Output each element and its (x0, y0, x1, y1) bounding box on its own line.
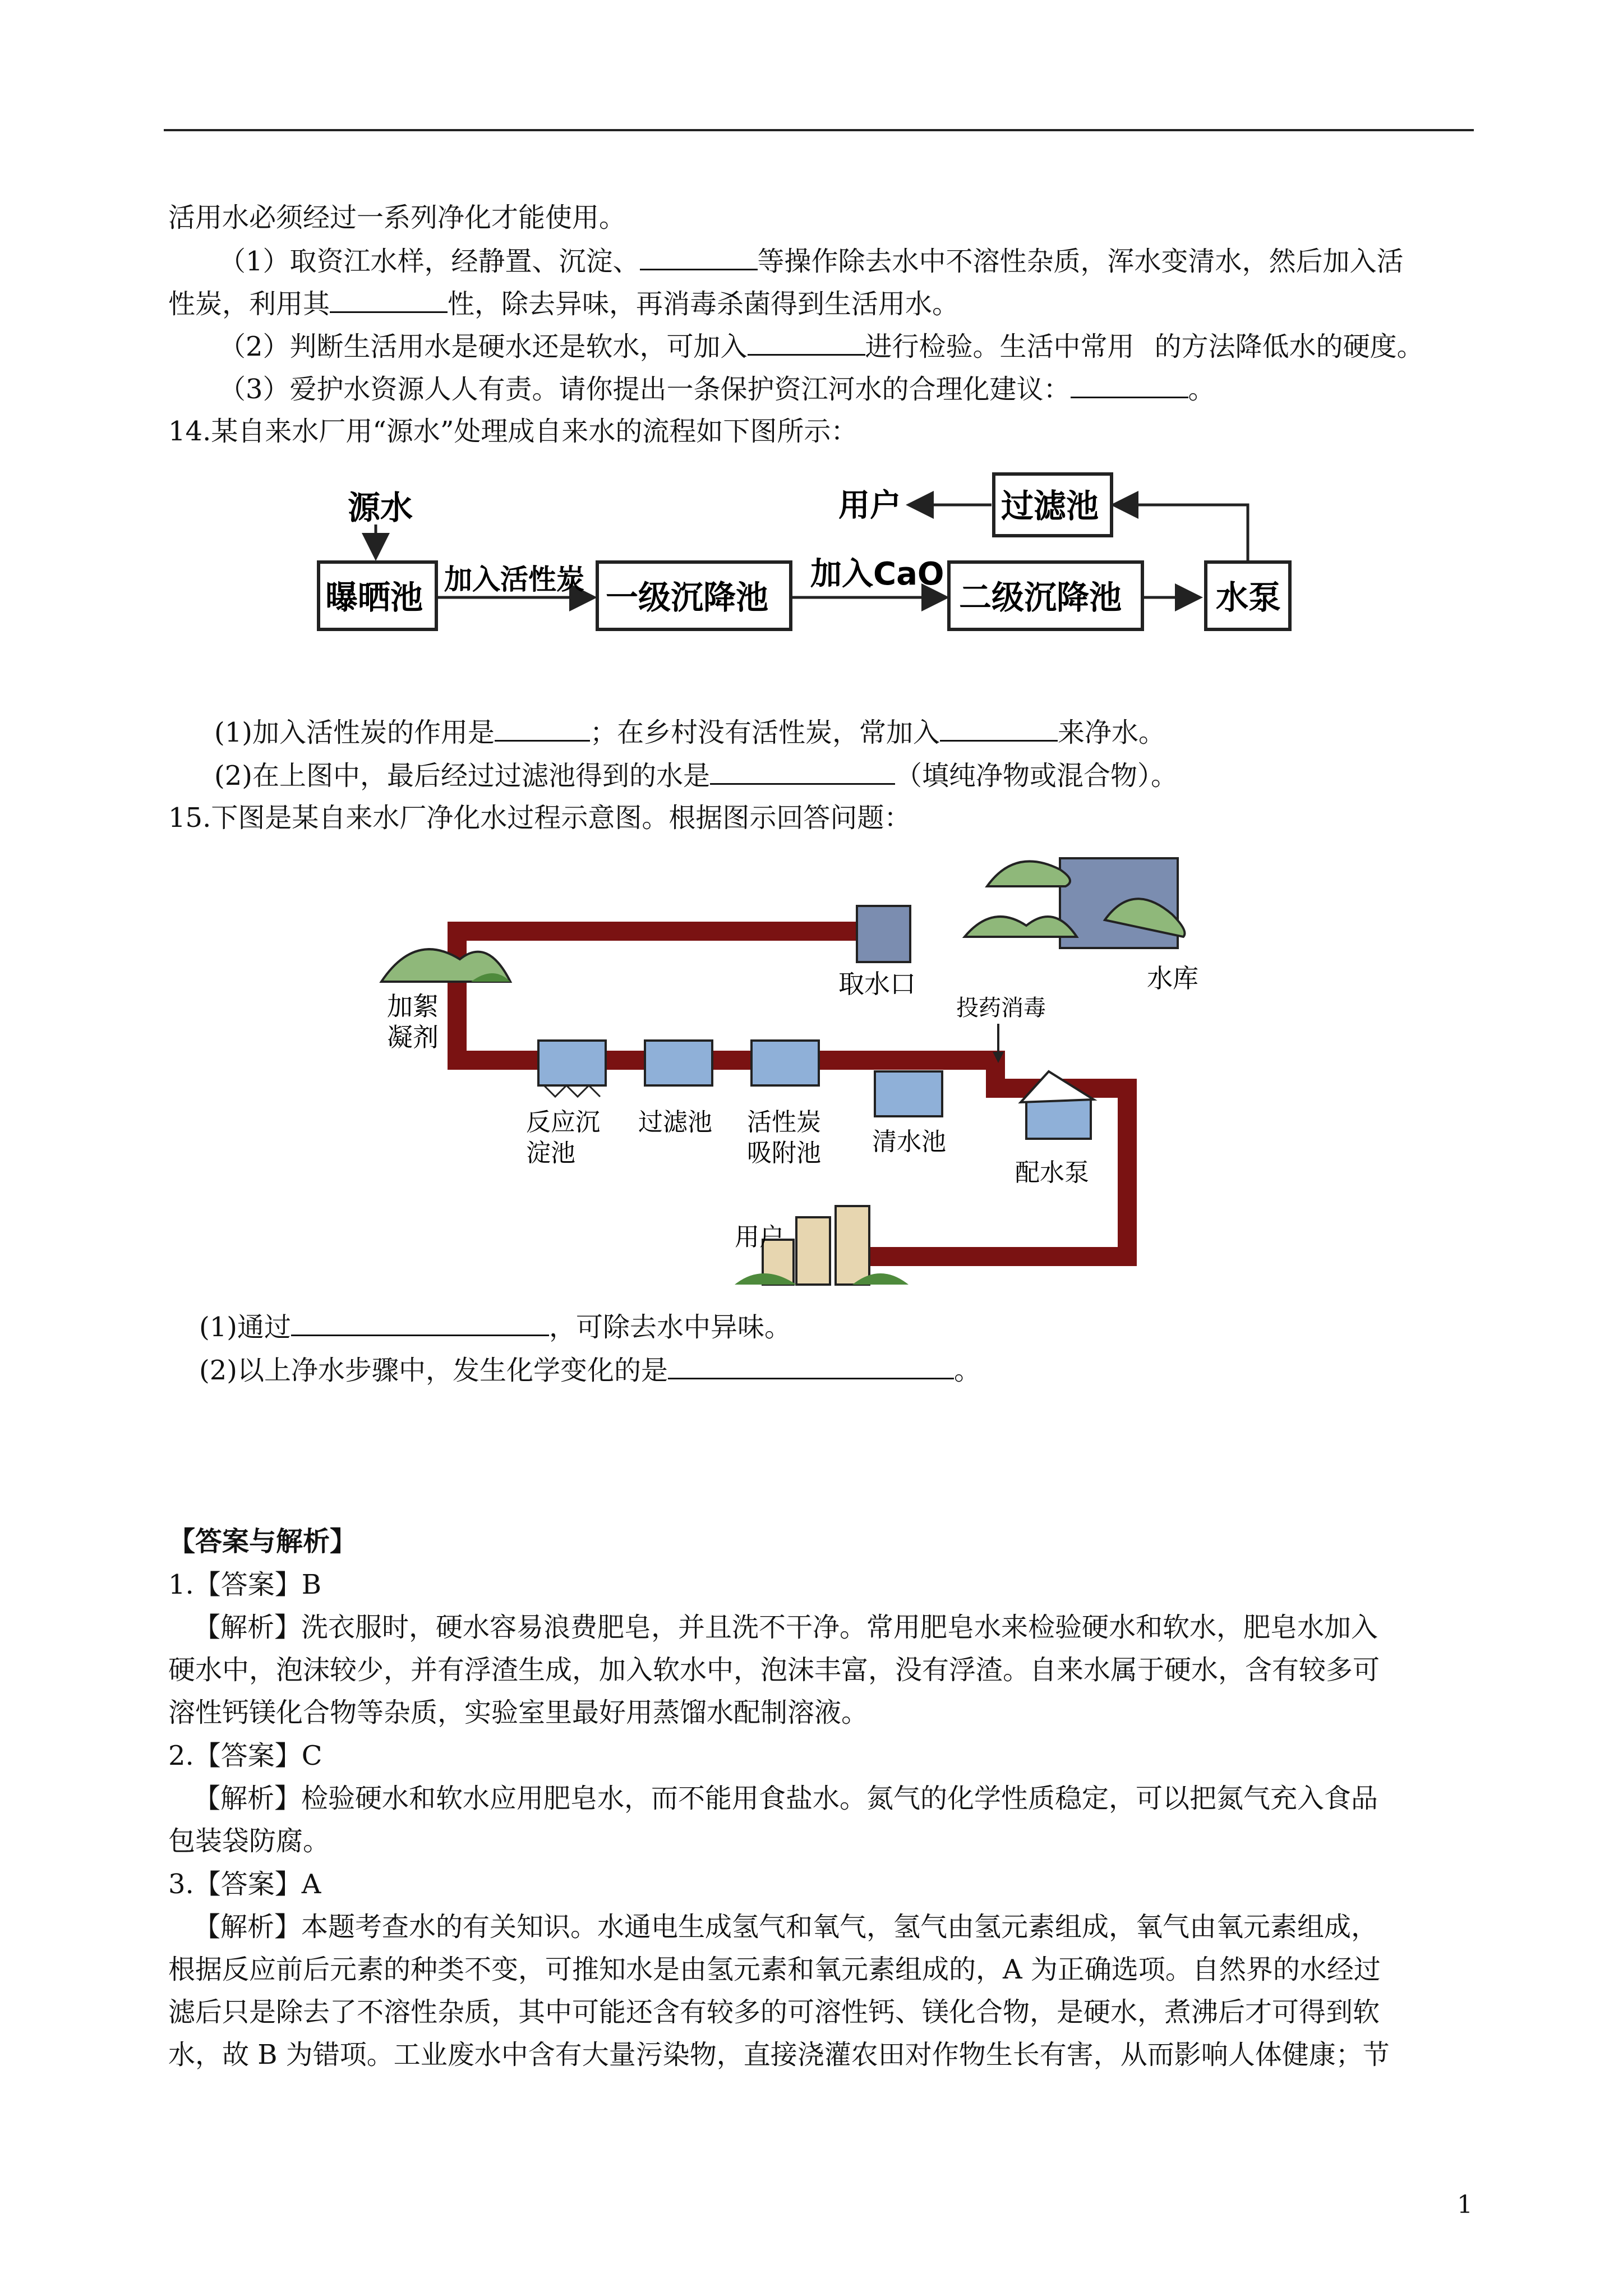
q14-line2: (2)在上图中，最后经过过滤池得到的水是 （填纯净物或混合物）。 (214, 758, 1178, 793)
q15-line2: (2)以上净水步骤中，发生化学变化的是 。 (199, 1353, 981, 1387)
add-cao-label: 加入CaO (810, 556, 944, 592)
reservoir-icon (965, 858, 1185, 948)
page-number: 1 (1457, 2191, 1473, 2219)
pump-label: 配水泵 (1015, 1158, 1089, 1187)
flow-diagram-14 (303, 454, 1312, 645)
settle1-label: 一级沉降池 (606, 578, 769, 616)
intake-label: 取水口 (838, 969, 916, 999)
intake-box (857, 906, 910, 962)
answer-1-analysis: 溶性钙镁化合物等杂质，实验室里最好用蒸馏水配制溶液。 (168, 1697, 869, 1728)
answer-3-analysis: 滤后只是除去了不溶性杂质，其中可能还含有较多的可溶性钙、镁化合物，是硬水，煮沸后才可得到软 (168, 1996, 1380, 2028)
user-label: 用户 (735, 1223, 784, 1251)
text-line: （3）爱护水资源人人有责。请你提出一条保护资江河水的合理化建议： 。 (219, 372, 1215, 406)
carbon-label: 活性炭 (747, 1108, 821, 1137)
reservoir-label: 水库 (1147, 963, 1198, 993)
answer-3-analysis: 水，故 B 为错项。工业废水中含有大量污染物，直接浇灌农田对作物生长有害，从而影响人体健康；节 (168, 2039, 1390, 2070)
add-carbon-label: 加入活性炭 (444, 563, 584, 596)
dose-label: 投药消毒 (956, 995, 1046, 1021)
sun-pool-label: 曝晒池 (325, 578, 423, 616)
filter-tank-icon (645, 1041, 712, 1085)
coag-label: 凝剂 (387, 1022, 439, 1052)
filter-label: 过滤池 (1001, 487, 1099, 525)
text-line: （2）判断生活用水是硬水还是软水，可加入 进行检验。生活中常用 的方法降低水的硬度。 (219, 329, 1424, 364)
filter-label: 过滤池 (638, 1108, 712, 1137)
answer-3-analysis: 根据反应前后元素的种类不变，可推知水是由氢元素和氧元素组成的，A 为正确选项。自然界的水经过 (168, 1954, 1381, 1985)
plant-diagram-15 (370, 847, 1234, 1313)
carbon-tank-icon (751, 1041, 819, 1085)
bush-icon (381, 949, 510, 982)
text-line: （1）取资江水样，经静置、沉淀、 等操作除去水中不溶性杂质，浑水变清水，然后加入活 (219, 244, 1404, 278)
answer-1-analysis: 【解析】洗衣服时，硬水容易浪费肥皂，并且洗不干净。常用肥皂水来检验硬水和软水，肥皂水加入 (193, 1612, 1378, 1643)
header-rule (164, 129, 1474, 131)
pump-label: 水泵 (1216, 578, 1281, 616)
source-label (348, 489, 413, 527)
answer-1: 1.【答案】B (168, 1569, 322, 1600)
answer-2: 2.【答案】C (168, 1740, 322, 1772)
answers-title: 【答案与解析】 (168, 1526, 357, 1557)
carbon-label: 吸附池 (747, 1139, 821, 1167)
answer-2-analysis: 包装袋防腐。 (168, 1825, 330, 1857)
clear-tank-icon (875, 1071, 942, 1116)
user-label: 用户 (838, 487, 901, 524)
answer-3: 3.【答案】A (168, 1869, 321, 1900)
q15-line1: (1)通过 ，可除去水中异味。 (199, 1310, 791, 1344)
answer-3-analysis: 【解析】本题考查水的有关知识。水通电生成氢气和氧气，氢气由氢元素组成，氧气由氧元素组成， (193, 1911, 1378, 1943)
question-title: 14.某自来水厂用“源水”处理成自来水的流程如下图所示： (168, 416, 858, 447)
text-line: 性炭，利用其 性，除去异味，再消毒杀菌得到生活用水。 (168, 287, 959, 321)
answer-1-analysis: 硬水中，泡沫较少，并有浮渣生成，加入软水中，泡沫丰富，没有浮渣。自来水属于硬水，含有较多可 (168, 1654, 1380, 1686)
text-line: 活用水必须经过一系列净化才能使用。 (168, 202, 626, 233)
react-label: 反应沉 (526, 1108, 600, 1137)
settle2-label: 二级沉降池 (959, 578, 1122, 616)
coag-label: 加絮 (387, 991, 439, 1022)
question-title: 15.下图是某自来水厂净化水过程示意图。根据图示回答问题： (168, 802, 911, 834)
react-label: 淀池 (526, 1139, 575, 1167)
svg-text:源水: 源水 (348, 489, 413, 527)
clear-label: 清水池 (872, 1128, 946, 1156)
reaction-tank-icon (538, 1041, 606, 1097)
arrow (1113, 505, 1248, 561)
q14-line1: (1)加入活性炭的作用是 ；在乡村没有活性炭，常加入 来净水。 (214, 715, 1165, 749)
answer-2-analysis: 【解析】检验硬水和软水应用肥皂水，而不能用食盐水。氮气的化学性质稳定，可以把氮气充入食品 (193, 1783, 1378, 1814)
